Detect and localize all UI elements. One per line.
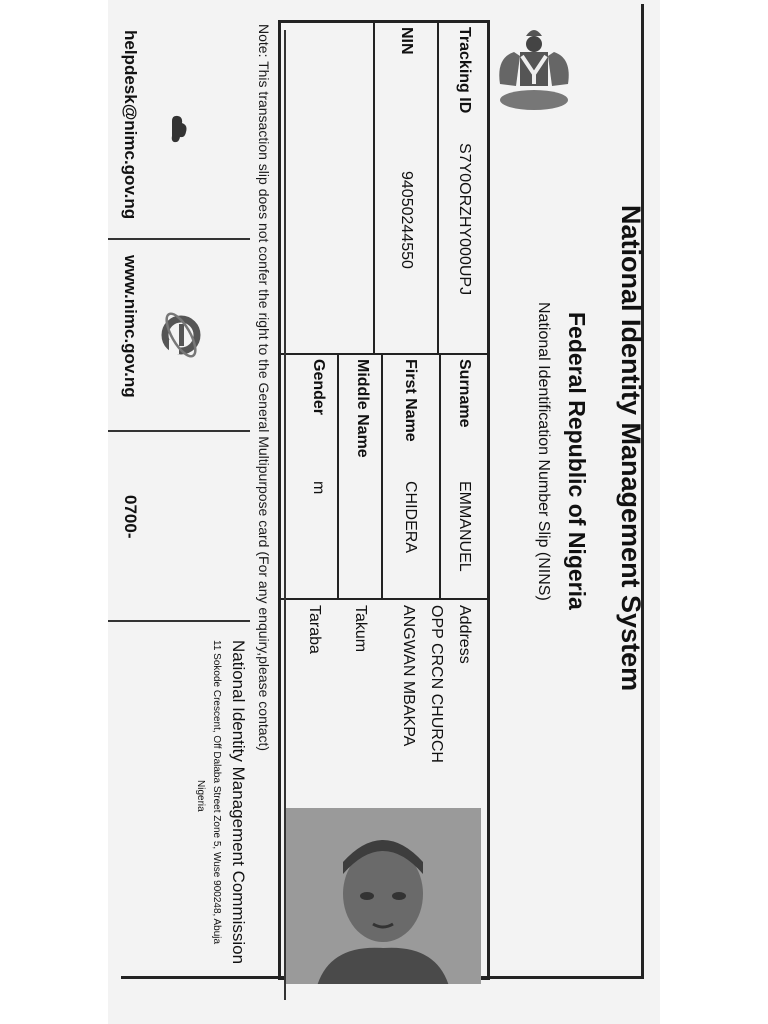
surname-value: EMMANUEL <box>456 481 473 572</box>
address-line-2: ANGWAN MBAKPA <box>400 605 417 747</box>
commission-address: 11 Sokode Crescent, Off Dalaba Street Zone 5, Wuse 900248, Abuja <box>211 640 222 945</box>
tracking-id-label: Tracking ID <box>456 27 473 114</box>
address-line-3: Takum <box>352 605 369 653</box>
table-divider <box>439 353 441 598</box>
commission-country: Nigeria <box>195 780 206 812</box>
footer-divider <box>108 430 250 432</box>
nin-slip-paper <box>108 0 660 1024</box>
slip-title: National Identification Number Slip (NINS) <box>535 302 552 601</box>
scan-margin-right <box>660 0 768 1024</box>
address-line-4: Taraba <box>306 605 323 654</box>
scan-margin-left <box>0 0 108 1024</box>
identity-data-table <box>278 20 490 980</box>
table-divider <box>373 23 375 353</box>
tracking-id-value: S7Y0ORZHY000UPJ <box>456 143 473 296</box>
address-label: Address <box>456 605 473 664</box>
table-divider <box>337 353 339 598</box>
nin-label: NIN <box>398 27 415 55</box>
gender-value: m <box>310 481 327 495</box>
disclaimer-note: Note: This transaction slip does not confer the right to the General Multipurpose card (For any enquiry,please contact) <box>256 24 272 752</box>
nin-value: 94050244550 <box>398 171 415 269</box>
first-name-value: CHIDERA <box>402 481 419 554</box>
gender-label: Gender <box>310 359 327 416</box>
table-divider <box>437 23 439 353</box>
footer-divider <box>108 238 250 240</box>
surname-label: Surname <box>456 359 473 428</box>
internet-explorer-icon <box>156 310 206 360</box>
passport-photo <box>285 808 481 984</box>
footer-divider <box>108 620 250 622</box>
republic-title: Federal Republic of Nigeria <box>564 312 590 610</box>
coat-of-arms-icon <box>486 22 582 118</box>
table-divider <box>281 353 487 355</box>
helpdesk-email: helpdesk@nimc.gov.ng <box>121 30 140 220</box>
helpline-phone: 0700- <box>121 495 140 539</box>
nin-slip-sheet <box>108 0 660 1024</box>
first-name-label: First Name <box>402 359 419 442</box>
website-link: www.nimc.gov.ng <box>121 255 140 398</box>
slip-footer <box>108 0 250 1024</box>
commission-name: National Identity Management Commission <box>229 640 248 965</box>
table-divider <box>381 353 383 598</box>
middle-name-label: Middle Name <box>354 359 371 458</box>
table-divider <box>281 598 487 600</box>
cloud-icon <box>170 115 188 143</box>
address-line-1: OPP CRCN CHURCH <box>428 605 445 763</box>
note-divider <box>284 30 286 1000</box>
system-title: National Identity Management System <box>616 205 646 692</box>
